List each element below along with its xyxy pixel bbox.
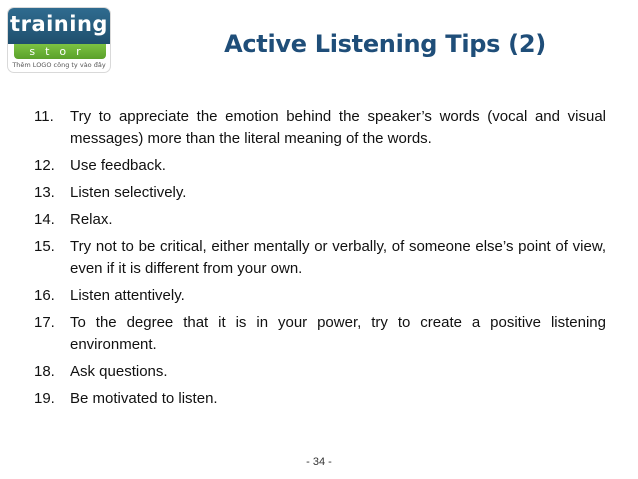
item-text: Be motivated to listen. bbox=[70, 390, 218, 407]
list-item bbox=[34, 285, 606, 307]
company-logo bbox=[8, 8, 110, 72]
item-text: Listen selectively. bbox=[70, 184, 187, 201]
logo-sub-word: stor bbox=[29, 45, 91, 58]
logo-tagline: Thêm LOGO công ty vào đây bbox=[12, 61, 106, 69]
list-item bbox=[34, 388, 606, 410]
tips-list bbox=[34, 106, 606, 415]
item-number: 14. bbox=[34, 211, 55, 228]
slide-title: Active Listening Tips (2) bbox=[224, 30, 546, 58]
list-item bbox=[34, 236, 606, 280]
item-number: 12. bbox=[34, 157, 55, 174]
list-item bbox=[34, 312, 606, 356]
item-text: Relax. bbox=[70, 211, 113, 228]
list-item bbox=[34, 155, 606, 177]
logo-word: training bbox=[10, 12, 108, 36]
item-number: 18. bbox=[34, 363, 55, 380]
item-number: 11. bbox=[34, 108, 54, 125]
list-item bbox=[34, 209, 606, 231]
item-text: Try not to be critical, either mentally or verbally, of someone else’s point of view, even if it is different from your own. bbox=[70, 238, 606, 277]
item-text: Try to appreciate the emotion behind the speaker’s words (vocal and visual messages) more than the literal meaning of the words. bbox=[70, 108, 606, 147]
item-text: Use feedback. bbox=[70, 157, 166, 174]
list-item bbox=[34, 106, 606, 150]
page-number: - 34 - bbox=[306, 456, 332, 468]
item-number: 13. bbox=[34, 184, 55, 201]
item-text: Listen attentively. bbox=[70, 287, 185, 304]
list-item bbox=[34, 182, 606, 204]
item-number: 16. bbox=[34, 287, 55, 304]
item-number: 15. bbox=[34, 238, 55, 255]
item-number: 19. bbox=[34, 390, 55, 407]
list-item bbox=[34, 361, 606, 383]
item-text: To the degree that it is in your power, try to create a positive listening environment. bbox=[70, 314, 606, 353]
item-number: 17. bbox=[34, 314, 55, 331]
item-text: Ask questions. bbox=[70, 363, 168, 380]
logo-green-bar bbox=[14, 44, 106, 59]
